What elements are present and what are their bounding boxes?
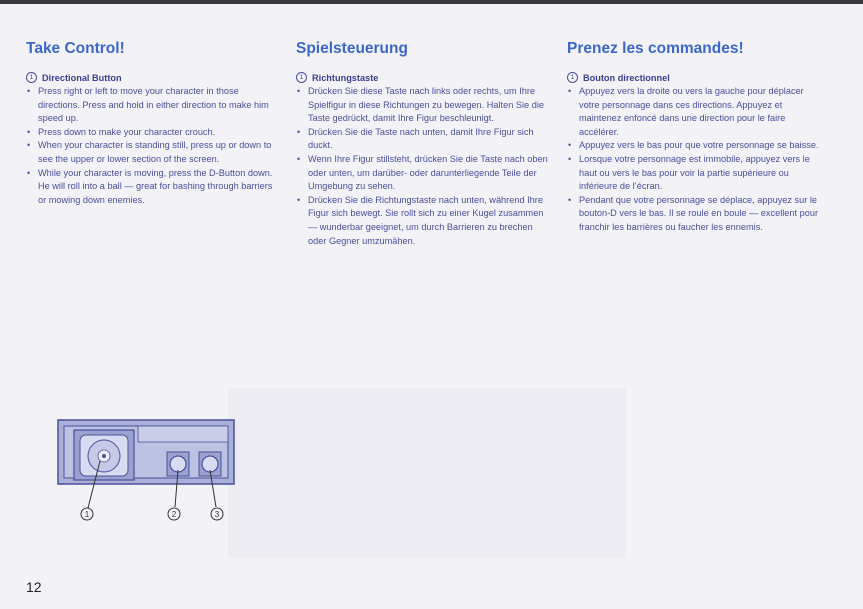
marker-1: 1: [296, 72, 307, 83]
bullet-list: [296, 85, 552, 248]
bullet-item: • Drücken Sie die Taste nach unten, damit Ihre Figur sich duckt.: [296, 126, 552, 153]
bullet-item: • Drücken Sie die Richtungstaste nach unten, während Ihre Figur sich bewegt. Sie rollt sich zu einer Kugel zusammen — wunderbar geeignet, um durch Barrieren zu brechen oder Gegner umzumähen.: [296, 194, 552, 248]
subsection-title: Bouton directionnel: [583, 72, 670, 83]
subsection-title: Directional Button: [42, 72, 122, 83]
subsection-title: Richtungstaste: [312, 72, 379, 83]
dpad-dot-icon: [102, 454, 106, 458]
callout-label-3: 3: [214, 510, 220, 519]
bullet-item: • Appuyez vers la droite ou vers la gauche pour déplacer votre personnage dans ces directions. Appuyez et maintenez enfoncé dans une direction pour le faire accélérer.: [567, 85, 819, 139]
column-german: [296, 40, 552, 248]
bullet-list: [26, 85, 278, 207]
button-3-icon: [202, 456, 218, 472]
controller-illustration: [56, 414, 241, 524]
bullet-item: • Lorsque votre personnage est immobile, appuyez vers le haut ou vers le bas pour voir la partie supérieure ou inférieure de l’écran.: [567, 153, 819, 194]
bullet-item: • Drücken Sie diese Taste nach links oder rechts, um Ihre Spielfigur in diese Richtungen zu bewegen. Halten Sie die Taste gedrückt, damit Ihre Figur beschleunigt.: [296, 85, 552, 126]
section-title: Take Control!: [26, 40, 125, 57]
button-2-icon: [170, 456, 186, 472]
show-through-panel: [228, 388, 626, 558]
column-french: [567, 40, 819, 235]
section-title: Prenez les commandes!: [567, 40, 744, 57]
bullet-item: • Wenn Ihre Figur stillsteht, drücken Sie die Taste nach oben oder unten, um darüber- oder darunterliegende Teile der Umgebung zu sehen.: [296, 153, 552, 194]
bullet-item: • Press right or left to move your character in those directions. Press and hold in either direction to make him speed up.: [26, 85, 278, 126]
subsection-heading: [567, 72, 819, 83]
bullet-list: [567, 85, 819, 235]
column-english: [26, 40, 278, 207]
callout-label-1: 1: [84, 510, 90, 519]
marker-1: 1: [567, 72, 578, 83]
bullet-item: • While your character is moving, press the D-Button down. He will roll into a ball — great for bashing through barriers or mowing down enemies.: [26, 167, 278, 208]
marker-1: 1: [26, 72, 37, 83]
subsection-heading: [26, 72, 278, 83]
callout-label-2: 2: [171, 510, 177, 519]
bullet-item: • Press down to make your character crouch.: [26, 126, 278, 140]
bullet-item: • Appuyez vers le bas pour que votre personnage se baisse.: [567, 139, 819, 153]
section-title: Spielsteuerung: [296, 40, 408, 57]
top-edge: [0, 0, 863, 4]
controller-top-strip: [138, 426, 228, 442]
subsection-heading: [296, 72, 552, 83]
controller-diagram: [56, 414, 241, 529]
bullet-item: • Pendant que votre personnage se déplace, appuyez sur le bouton-D vers le bas. Il se roule en boule — excellent pour franchir les barrières ou faucher les ennemis.: [567, 194, 819, 235]
page-number: 12: [26, 579, 42, 595]
bullet-item: • When your character is standing still, press up or down to see the upper or lower section of the screen.: [26, 139, 278, 166]
